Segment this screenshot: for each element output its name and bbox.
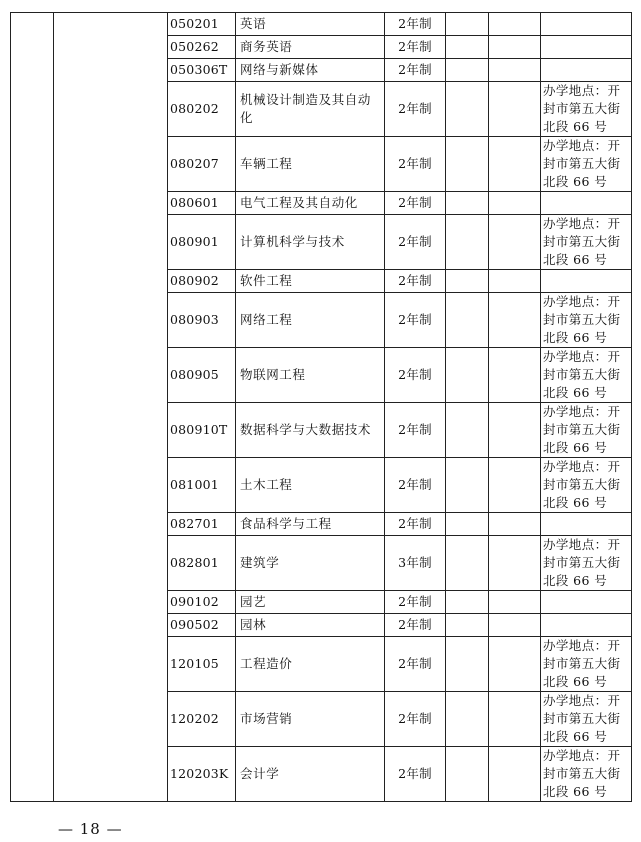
major-name-cell: 软件工程 [236, 270, 385, 293]
duration-cell: 2年制 [385, 13, 446, 36]
empty-cell-b [489, 536, 541, 591]
empty-cell-a [446, 270, 489, 293]
note-cell [541, 13, 632, 36]
major-name-cell: 土木工程 [236, 458, 385, 513]
empty-cell-a [446, 215, 489, 270]
empty-cell-b [489, 293, 541, 348]
table-body [11, 13, 632, 802]
duration-cell: 2年制 [385, 637, 446, 692]
blank-column-b [54, 13, 168, 802]
empty-cell-a [446, 293, 489, 348]
major-code-cell: 050262 [168, 36, 236, 59]
empty-cell-a [446, 747, 489, 802]
duration-cell: 2年制 [385, 614, 446, 637]
note-cell [541, 747, 632, 802]
empty-cell-a [446, 36, 489, 59]
note-line: 北段 66 号 [543, 674, 608, 689]
major-name-cell: 商务英语 [236, 36, 385, 59]
note-cell [541, 536, 632, 591]
major-code-cell: 080903 [168, 293, 236, 348]
duration-cell: 2年制 [385, 137, 446, 192]
empty-cell-b [489, 13, 541, 36]
empty-cell-a [446, 591, 489, 614]
duration-cell: 2年制 [385, 458, 446, 513]
note-cell [541, 348, 632, 403]
empty-cell-a [446, 513, 489, 536]
note-line: 北段 66 号 [543, 573, 608, 588]
empty-cell-b [489, 591, 541, 614]
major-name-cell: 工程造价 [236, 637, 385, 692]
empty-cell-b [489, 270, 541, 293]
empty-cell-a [446, 59, 489, 82]
note-line: 北段 66 号 [543, 784, 608, 799]
major-name-cell: 园林 [236, 614, 385, 637]
note-line: 北段 66 号 [543, 330, 608, 345]
note-line: 封市第五大街 [543, 477, 621, 492]
empty-cell-a [446, 137, 489, 192]
empty-cell-b [489, 513, 541, 536]
note-line: 办学地点：开 [543, 349, 621, 364]
note-line: 北段 66 号 [543, 119, 608, 134]
major-code-cell: 080902 [168, 270, 236, 293]
major-code-cell: 120202 [168, 692, 236, 747]
page-number: — 18 — [58, 820, 123, 838]
note-line: 办学地点：开 [543, 404, 621, 419]
duration-cell: 2年制 [385, 215, 446, 270]
note-line: 封市第五大街 [543, 555, 621, 570]
major-name-cell: 机械设计制造及其自动化 [236, 82, 385, 137]
major-name-cell: 数据科学与大数据技术 [236, 403, 385, 458]
duration-cell: 2年制 [385, 36, 446, 59]
note-line: 办学地点：开 [543, 638, 621, 653]
note-line: 北段 66 号 [543, 440, 608, 455]
note-cell [541, 513, 632, 536]
empty-cell-a [446, 536, 489, 591]
major-name-cell: 物联网工程 [236, 348, 385, 403]
empty-cell-a [446, 403, 489, 458]
empty-cell-b [489, 137, 541, 192]
major-code-cell: 082701 [168, 513, 236, 536]
note-line: 封市第五大街 [543, 422, 621, 437]
empty-cell-b [489, 747, 541, 802]
note-cell [541, 458, 632, 513]
duration-cell: 2年制 [385, 192, 446, 215]
major-code-cell: 050201 [168, 13, 236, 36]
table-row [11, 13, 632, 36]
empty-cell-b [489, 403, 541, 458]
duration-cell: 2年制 [385, 82, 446, 137]
empty-cell-a [446, 348, 489, 403]
major-code-cell: 120203K [168, 747, 236, 802]
empty-cell-b [489, 215, 541, 270]
major-code-cell: 120105 [168, 637, 236, 692]
note-line: 办学地点：开 [543, 693, 621, 708]
note-cell [541, 215, 632, 270]
note-line: 办学地点：开 [543, 748, 621, 763]
note-line: 封市第五大街 [543, 101, 621, 116]
empty-cell-b [489, 637, 541, 692]
major-name-cell: 电气工程及其自动化 [236, 192, 385, 215]
empty-cell-b [489, 59, 541, 82]
major-name-cell: 会计学 [236, 747, 385, 802]
note-cell [541, 270, 632, 293]
major-name-cell: 食品科学与工程 [236, 513, 385, 536]
note-cell [541, 403, 632, 458]
major-name-cell: 市场营销 [236, 692, 385, 747]
blank-column-a [11, 13, 54, 802]
empty-cell-b [489, 692, 541, 747]
major-name-cell: 网络与新媒体 [236, 59, 385, 82]
duration-cell: 2年制 [385, 293, 446, 348]
empty-cell-a [446, 82, 489, 137]
note-cell [541, 692, 632, 747]
note-cell [541, 293, 632, 348]
empty-cell-b [489, 458, 541, 513]
major-code-cell: 080601 [168, 192, 236, 215]
empty-cell-b [489, 614, 541, 637]
note-line: 北段 66 号 [543, 729, 608, 744]
empty-cell-a [446, 192, 489, 215]
major-name-cell: 英语 [236, 13, 385, 36]
empty-cell-a [446, 458, 489, 513]
major-code-cell: 090102 [168, 591, 236, 614]
note-line: 封市第五大街 [543, 656, 621, 671]
note-line: 北段 66 号 [543, 174, 608, 189]
empty-cell-a [446, 614, 489, 637]
note-line: 办学地点：开 [543, 294, 621, 309]
note-line: 办学地点：开 [543, 459, 621, 474]
note-cell [541, 137, 632, 192]
duration-cell: 2年制 [385, 747, 446, 802]
majors-table [10, 12, 632, 802]
note-cell [541, 637, 632, 692]
note-cell [541, 591, 632, 614]
note-line: 封市第五大街 [543, 367, 621, 382]
major-code-cell: 080207 [168, 137, 236, 192]
empty-cell-b [489, 82, 541, 137]
empty-cell-a [446, 692, 489, 747]
major-name-cell: 计算机科学与技术 [236, 215, 385, 270]
duration-cell: 2年制 [385, 348, 446, 403]
note-line: 北段 66 号 [543, 495, 608, 510]
note-line: 北段 66 号 [543, 385, 608, 400]
note-line: 办学地点：开 [543, 138, 621, 153]
duration-cell: 2年制 [385, 513, 446, 536]
note-line: 办学地点：开 [543, 216, 621, 231]
major-code-cell: 080202 [168, 82, 236, 137]
note-line: 北段 66 号 [543, 252, 608, 267]
duration-cell: 2年制 [385, 403, 446, 458]
duration-cell: 3年制 [385, 536, 446, 591]
major-code-cell: 081001 [168, 458, 236, 513]
note-cell [541, 82, 632, 137]
duration-cell: 2年制 [385, 692, 446, 747]
empty-cell-b [489, 348, 541, 403]
note-cell [541, 36, 632, 59]
duration-cell: 2年制 [385, 270, 446, 293]
note-cell [541, 59, 632, 82]
note-line: 封市第五大街 [543, 312, 621, 327]
note-cell [541, 614, 632, 637]
note-line: 办学地点：开 [543, 83, 621, 98]
major-code-cell: 082801 [168, 536, 236, 591]
empty-cell-a [446, 13, 489, 36]
major-code-cell: 050306T [168, 59, 236, 82]
note-line: 办学地点：开 [543, 537, 621, 552]
note-cell [541, 192, 632, 215]
major-name-cell: 网络工程 [236, 293, 385, 348]
duration-cell: 2年制 [385, 591, 446, 614]
major-code-cell: 080910T [168, 403, 236, 458]
note-line: 封市第五大街 [543, 766, 621, 781]
note-line: 封市第五大街 [543, 234, 621, 249]
empty-cell-a [446, 637, 489, 692]
empty-cell-b [489, 36, 541, 59]
empty-cell-b [489, 192, 541, 215]
major-name-cell: 园艺 [236, 591, 385, 614]
major-code-cell: 080901 [168, 215, 236, 270]
major-name-cell: 建筑学 [236, 536, 385, 591]
note-line: 封市第五大街 [543, 711, 621, 726]
major-code-cell: 080905 [168, 348, 236, 403]
duration-cell: 2年制 [385, 59, 446, 82]
note-line: 封市第五大街 [543, 156, 621, 171]
major-code-cell: 090502 [168, 614, 236, 637]
major-name-cell: 车辆工程 [236, 137, 385, 192]
